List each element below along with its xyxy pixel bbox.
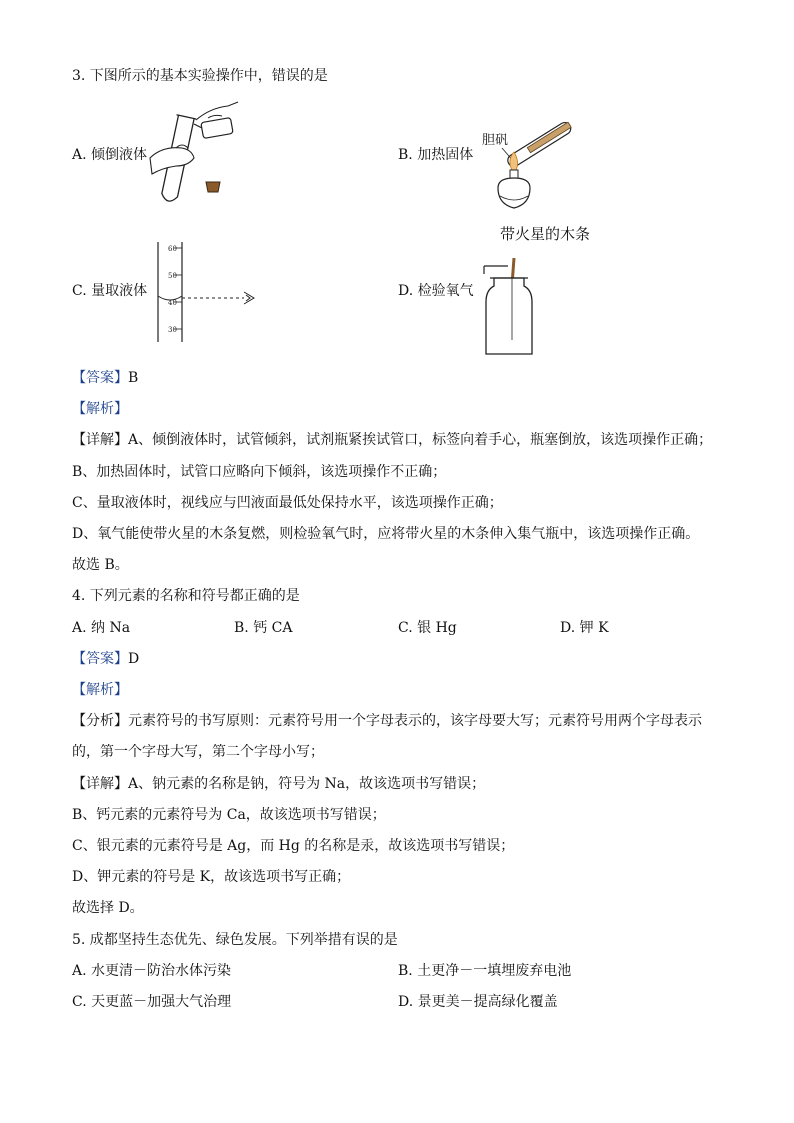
q3-answer [72, 368, 138, 388]
q4-option-c: C. 银 Hg [398, 620, 457, 636]
q5-option-d: D. 景更美－提高绿化覆盖 [398, 994, 558, 1010]
figure-heating-solid [476, 104, 580, 218]
answer-tag: 【答案】 [72, 651, 128, 667]
q4-answer-value: D [128, 651, 140, 667]
q4-detail-b: B、钙元素的元素符号为 Ca，故该选项书写错误； [72, 807, 386, 823]
q3-answer-value: B [128, 370, 139, 386]
q3-detail-a [72, 430, 712, 450]
question-4-stem: 4. 下列元素的名称和符号都正确的是 [72, 588, 300, 604]
cylinder-tick-40: 40 [168, 299, 177, 307]
q3-detail-d: D、氧气能使带火星的木条复燃，则检验氧气时，应将带火星的木条伸入集气瓶中，该选项操作正确。 [72, 526, 700, 542]
answer-tag: 【答案】 [72, 370, 128, 386]
q3-option-b: B. 加热固体 [398, 147, 474, 163]
figure-pouring-liquid [148, 96, 240, 212]
q4-detail-c: C、银元素的元素符号是 Ag，而 Hg 的名称是汞，故该选项书写错误； [72, 838, 515, 854]
q3-option-a: A. 倾倒液体 [72, 147, 148, 163]
figure-b-label: 胆矾 [482, 133, 509, 148]
q3-analysis-heading: 【解析】 [72, 401, 128, 417]
q3-option-c: C. 量取液体 [72, 283, 148, 299]
question-5-stem: 5. 成都坚持生态优先、绿色发展。下列举措有误的是 [72, 932, 398, 948]
question-3-stem: 3. 下图所示的基本实验操作中，错误的是 [72, 68, 328, 84]
detail-tag: 【详解】 [72, 776, 128, 792]
q3-detail-c: C、量取液体时，视线应与凹液面最低处保持水平，该选项操作正确； [72, 495, 503, 511]
q5-option-b: B. 土更净－一填埋废弃电池 [398, 963, 572, 979]
q4-option-b: B. 钙 CA [234, 620, 293, 636]
cylinder-tick-60: 60 [168, 245, 177, 253]
fenxi-tag: 【分析】 [72, 713, 128, 729]
q3-detail-b: B、加热固体时，试管口应略向下倾斜，该选项操作不正确； [72, 464, 447, 480]
q4-conclusion: 故选择 D。 [72, 900, 144, 916]
figure-d-label: 带火星的木条 [500, 225, 591, 243]
q4-detail-a [72, 774, 485, 794]
q4-detail-a-text: A、钠元素的名称是钠，符号为 Na，故该选项书写错误； [128, 776, 486, 792]
q5-option-a: A. 水更清－防治水体污染 [72, 963, 232, 979]
q4-option-a: A. 纳 Na [72, 620, 131, 636]
figure-gas-bottle [478, 256, 542, 360]
detail-tag: 【详解】 [72, 432, 128, 448]
q3-detail-a-text: A、倾倒液体时，试管倾斜，试剂瓶紧挨试管口，标签向着手心，瓶塞倒放，该选项操作正确； [128, 432, 713, 448]
q5-option-c: C. 天更蓝－加强大气治理 [72, 994, 232, 1010]
q4-detail-d: D、钾元素的符号是 K，故该选项书写正确； [72, 869, 351, 885]
cylinder-tick-50: 50 [168, 272, 177, 280]
q3-option-d: D. 检验氧气 [398, 283, 474, 299]
q4-analysis-heading: 【解析】 [72, 682, 128, 698]
q3-conclusion: 故选 B。 [72, 557, 129, 573]
figure-graduated-cylinder [150, 238, 260, 342]
q4-fenxi-2: 的，第一个字母大写，第二个字母小写； [72, 744, 324, 760]
cylinder-tick-30: 30 [168, 326, 177, 334]
q4-fenxi-1-text: 元素符号的书写原则：元素符号用一个字母表示的，该字母要大写；元素符号用两个字母表示 [128, 713, 702, 729]
q4-answer [72, 649, 139, 669]
q4-option-d: D. 钾 K [560, 620, 609, 636]
q4-fenxi-1 [72, 711, 702, 731]
